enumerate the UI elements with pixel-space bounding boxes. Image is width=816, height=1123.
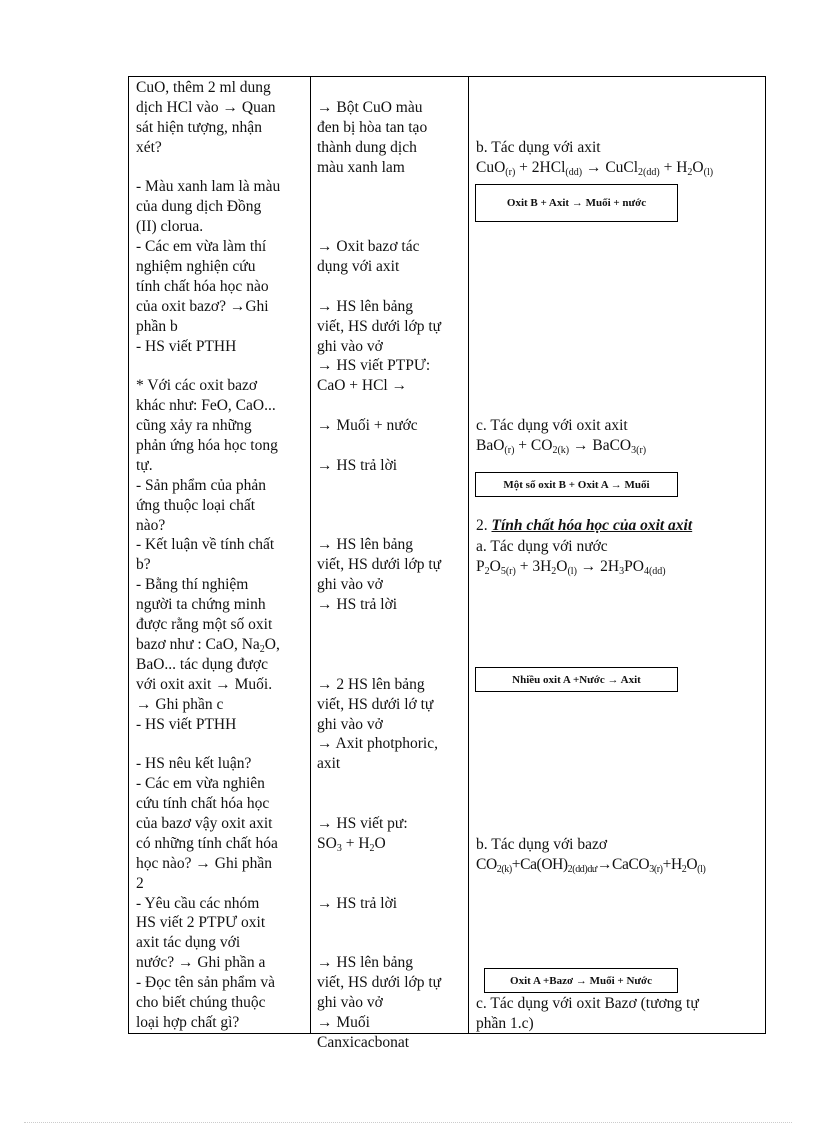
text-line <box>317 396 477 416</box>
text-line: CuO, thêm 2 ml dung <box>136 79 271 96</box>
content-c <box>476 416 766 456</box>
text-line <box>317 516 477 536</box>
text-line: HS viết 2 PTPƯ oxit <box>136 914 266 932</box>
text-line <box>317 78 477 98</box>
text-line: đen bị hòa tan tạo <box>317 118 428 136</box>
text-line: → HS trả lời <box>317 894 398 912</box>
text-line: - HS nêu kết luận? <box>136 755 252 773</box>
text-line: ghi vào vở <box>317 576 383 594</box>
text-line: tự. <box>136 456 153 474</box>
text-line: → Ghi phần c <box>136 695 224 713</box>
text-line: * Với các oxit bazơ <box>136 377 258 395</box>
text-line: axit <box>317 755 341 773</box>
text-line: cho biết chúng thuộc <box>136 993 266 1011</box>
text-line: có những tính chất hóa <box>136 834 278 852</box>
text-line: 2 <box>136 874 144 892</box>
content-2 <box>476 516 766 577</box>
b-title: b. Tác dụng với axit <box>476 138 601 156</box>
text-line: viết, HS dưới lớp tự <box>317 317 442 335</box>
text-line: → Muối + nước <box>317 417 418 435</box>
text-line: nào? <box>136 516 166 534</box>
c2-title: c. Tác dụng với oxit Bazơ (tương tự <box>476 995 699 1012</box>
text-line: - HS viết PTHH <box>136 337 237 355</box>
text-line <box>317 774 477 794</box>
text-line: xét? <box>136 138 162 156</box>
text-line: cũng xảy ra những <box>136 417 252 435</box>
text-line: axit tác dụng với <box>136 934 241 952</box>
text-line: BaO... tác dụng được <box>136 655 268 673</box>
text-line: (II) clorua. <box>136 218 204 236</box>
text-line: $SO_3 + H_2O$ <box>317 834 386 854</box>
text-line: được rằng một số oxit <box>136 616 273 634</box>
text-line <box>317 655 477 675</box>
text-line: của dung dịch Đồng <box>136 198 262 216</box>
text-line: nước? → Ghi phần a <box>136 954 266 972</box>
text-line: học nào? → Ghi phần <box>136 854 273 872</box>
text-line: dụng với axit <box>317 258 400 276</box>
text-line: - Sản phẩm của phản <box>136 476 266 494</box>
text-line: nghiệm nghiện cứu <box>136 258 256 276</box>
text-line <box>317 933 477 953</box>
text-line: - Bằng thí nghiệm <box>136 576 249 594</box>
a-equation: $P_2O_{5(r)} + 3H_2O_{(l)} \to 2H_3PO_{4(dd)}$ <box>476 557 666 577</box>
text-line: của oxit bazơ? →Ghi <box>136 297 269 315</box>
b-equation: CuO$_{(r)}$ + 2HCl$_{(dd)}$ → CuCl$_{2(dd)}$ + $H_2O_{(l)}$ <box>476 158 714 178</box>
text-line <box>317 496 477 516</box>
text-line: CaO + HCl → <box>317 377 408 395</box>
text-line: → Oxit bazơ tác <box>317 238 420 256</box>
text-line: bazơ như : CaO, $Na_2O$, <box>136 635 280 655</box>
text-line: khác như: FeO, CaO... <box>136 397 276 415</box>
content-b2 <box>476 835 766 875</box>
text-line <box>317 217 477 237</box>
text-line: với oxit axit → Muối. <box>136 675 273 693</box>
text-line: thành dung dịch <box>317 138 417 156</box>
text-line <box>317 277 477 297</box>
text-line: Canxicacbonat <box>317 1033 410 1051</box>
text-line: → HS trả lời <box>317 596 398 614</box>
summary-box: Nhiều oxit A +Nước → Axit <box>475 667 678 692</box>
text-line: ghi vào vở <box>317 337 383 355</box>
text-line <box>317 635 477 655</box>
a-title: a. Tác dụng với nước <box>476 537 608 555</box>
teacher-activity-column <box>136 78 306 1033</box>
text-line: ghi vào vở <box>317 993 383 1011</box>
text-line: → HS viết pư: <box>317 814 408 832</box>
text-line <box>317 476 477 496</box>
summary-box: Oxit A +Bazơ → Muối + Nước <box>484 968 678 993</box>
text-line <box>317 854 477 874</box>
text-line <box>317 197 477 217</box>
text-line: viết, HS dưới lớ tự <box>317 695 434 713</box>
text-line <box>136 158 306 178</box>
text-line: viết, HS dưới lớp tự <box>317 974 442 992</box>
text-line <box>317 436 477 456</box>
text-line: người ta chứng minh <box>136 596 266 614</box>
text-line: của bazơ vậy oxit axit <box>136 814 273 832</box>
c2-title-cont: phần 1.c) <box>476 1014 534 1032</box>
content-c2 <box>476 994 766 1034</box>
text-line <box>317 177 477 197</box>
text-line: → HS viết PTPƯ: <box>317 357 431 375</box>
text-line: dịch HCl vào → Quan <box>136 98 276 116</box>
lesson-table <box>128 76 766 1051</box>
text-line: → HS lên bảng <box>317 297 414 315</box>
summary-box: Một số oxit B + Oxit A → Muối <box>475 472 678 497</box>
text-line <box>136 356 306 376</box>
b2-title: b. Tác dụng với bazơ <box>476 836 608 853</box>
text-line: - Kết luận về tính chất <box>136 536 275 554</box>
text-line: viết, HS dưới lớp tự <box>317 556 442 574</box>
c-title: c. Tác dụng với oxit axit <box>476 417 628 434</box>
text-line: → 2 HS lên bảng <box>317 675 425 693</box>
text-line: tính chất hóa học nào <box>136 277 269 295</box>
text-line: - Các em vừa làm thí <box>136 238 267 256</box>
text-line: ứng thuộc loại chất <box>136 496 256 514</box>
section-heading: 2. Tính chất hóa học của oxit axit <box>476 517 693 534</box>
text-line: → HS trả lời <box>317 456 398 474</box>
text-line: → Axit photphoric, <box>317 735 438 753</box>
text-line: - Màu xanh lam là màu <box>136 178 281 196</box>
summary-box: Oxit B + Axit → Muối + nước <box>475 184 678 222</box>
text-line <box>317 913 477 933</box>
text-line: ghi vào vở <box>317 715 383 733</box>
b2-equation: $CO_{2(k)}+Ca(OH)_{2(dd)dư}\to CaCO_{3(r)}+H_2O_{(l)}$ <box>476 855 706 875</box>
text-line: → Bột CuO màu <box>317 98 423 116</box>
text-line <box>317 794 477 814</box>
text-line: - Đọc tên sản phẩm và <box>136 974 276 992</box>
text-line: → Muối <box>317 1013 370 1031</box>
text-line: - Các em vừa nghiên <box>136 775 265 793</box>
text-line: - Yêu cầu các nhóm <box>136 894 260 912</box>
text-line: → HS lên bảng <box>317 536 414 554</box>
student-activity-column <box>317 78 477 1053</box>
text-line: - HS viết PTHH <box>136 715 237 733</box>
text-line: màu xanh lam <box>317 158 405 176</box>
column-divider <box>310 77 311 1033</box>
text-line: phần b <box>136 317 178 335</box>
text-line <box>317 615 477 635</box>
text-line <box>317 874 477 894</box>
text-line: cứu tính chất hóa học <box>136 795 270 813</box>
text-line: → HS lên bảng <box>317 954 414 972</box>
text-line: sát hiện tượng, nhận <box>136 118 262 136</box>
text-line <box>136 734 306 754</box>
text-line: loại hợp chất gì? <box>136 1013 240 1031</box>
text-line: phản ứng hóa học tong <box>136 437 278 455</box>
text-line: b? <box>136 556 151 574</box>
content-column <box>476 78 766 177</box>
c-equation: $BaO_{(r)} + CO_{2(k)}$ → BaCO$_{3(r)}$ <box>476 436 647 456</box>
